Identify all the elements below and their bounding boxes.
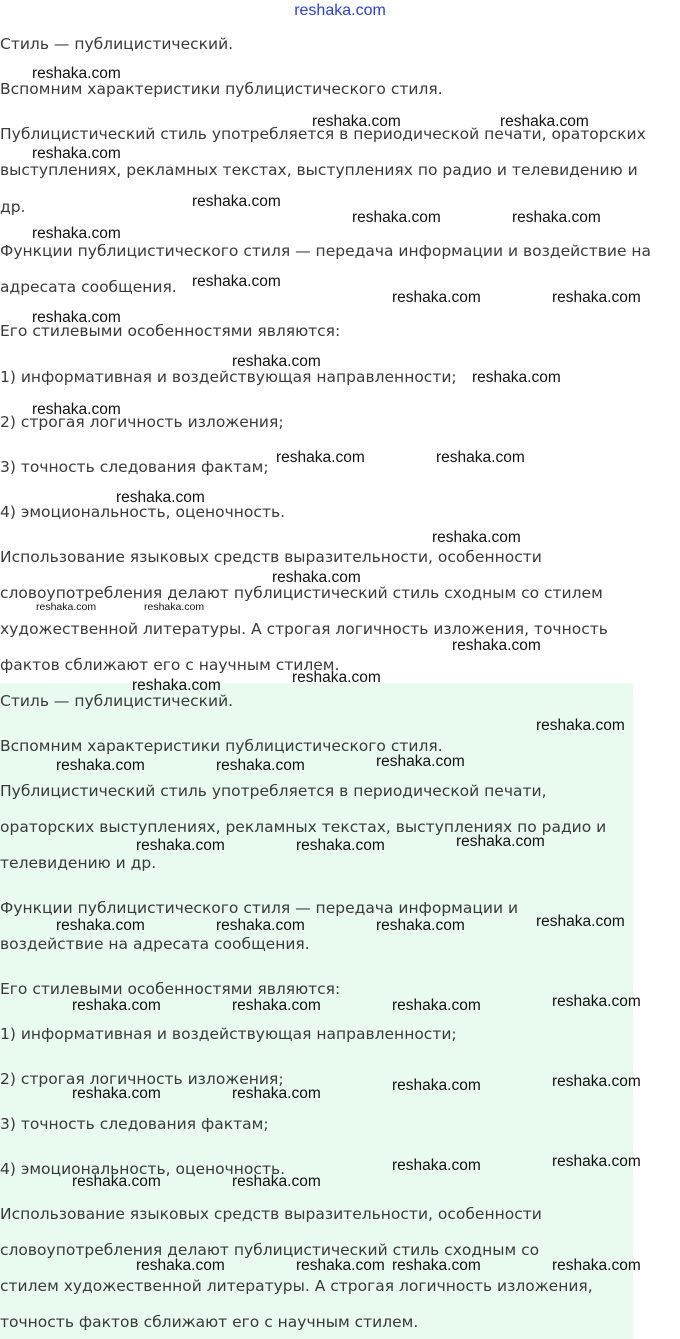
watermark-text: reshaka.com xyxy=(392,289,481,306)
intro-line: Вспомним характеристики публицистического стиля. xyxy=(0,80,443,98)
answer-conclusion-line-1: Использование языковых средств выразительности, особенности xyxy=(0,1205,542,1223)
watermark-text: reshaka.com xyxy=(296,837,385,854)
watermark-text: reshaka.com xyxy=(136,837,225,854)
answer-functions-line-2: воздействие на адресата сообщения. xyxy=(0,935,310,953)
watermark-text: reshaka.com xyxy=(292,669,381,686)
watermark-text: reshaka.com xyxy=(232,1173,321,1190)
watermark-text: reshaka.com xyxy=(56,917,145,934)
feature-item-1: 1) информативная и воздействующая направленности; xyxy=(0,368,457,386)
answer-usage-line-2: ораторских выступлениях, рекламных текстах, выступлениях по радио и xyxy=(0,818,607,836)
watermark-text: reshaka.com xyxy=(32,225,121,242)
usage-line-3: др. xyxy=(0,198,26,216)
watermark-text: reshaka.com xyxy=(472,369,561,386)
watermark-text: reshaka.com xyxy=(72,1173,161,1190)
watermark-text: reshaka.com xyxy=(512,209,601,226)
watermark-text: reshaka.com xyxy=(232,1085,321,1102)
answer-features-heading: Его стилевыми особенностями являются: xyxy=(0,980,341,998)
answer-feature-item-1: 1) информативная и воздействующая направленности; xyxy=(0,1025,457,1043)
watermark-text: reshaka.com xyxy=(232,997,321,1014)
watermark-text: reshaka.com xyxy=(312,113,401,130)
watermark-text: reshaka.com xyxy=(32,65,121,82)
watermark-text: reshaka.com xyxy=(552,1153,641,1170)
watermark-text: reshaka.com xyxy=(436,449,525,466)
answer-conclusion-line-4: точность фактов сближают его с научным стилем. xyxy=(0,1313,419,1331)
watermark-text: reshaka.com xyxy=(132,677,221,694)
features-heading: Его стилевыми особенностями являются: xyxy=(0,322,341,340)
usage-line-2: выступлениях, рекламных текстах, выступлениях по радио и телевидению и xyxy=(0,161,638,179)
watermark-text: reshaka.com xyxy=(536,717,625,734)
watermark-text: reshaka.com xyxy=(32,401,121,418)
watermark-text: reshaka.com xyxy=(72,1085,161,1102)
watermark-text: reshaka.com xyxy=(36,601,97,613)
functions-line-1: Функции публицистического стиля — передача информации и воздействие на xyxy=(0,242,652,260)
watermark-text: reshaka.com xyxy=(392,1077,481,1094)
watermark-text: reshaka.com xyxy=(216,757,305,774)
answer-usage-line-1: Публицистический стиль употребляется в периодической печати, xyxy=(0,782,547,800)
watermark-text: reshaka.com xyxy=(72,997,161,1014)
watermark-text: reshaka.com xyxy=(232,353,321,370)
watermark-text: reshaka.com xyxy=(552,1257,641,1274)
watermark-text: reshaka.com xyxy=(192,273,281,290)
usage-line-1: Публицистический стиль употребляется в периодической печати, ораторских xyxy=(0,125,646,143)
conclusion-line-2: словоупотребления делают публицистический стиль сходным со стилем xyxy=(0,584,603,602)
watermark-text: reshaka.com xyxy=(392,1257,481,1274)
watermark-text: reshaka.com xyxy=(276,449,365,466)
watermark-text: reshaka.com xyxy=(216,917,305,934)
answer-conclusion-line-3: стилем художественной литературы. А строгая логичность изложения, xyxy=(0,1277,593,1295)
functions-line-2: адресата сообщения. xyxy=(0,278,177,296)
watermark-text: reshaka.com xyxy=(552,1073,641,1090)
watermark-text: reshaka.com xyxy=(352,209,441,226)
feature-item-3: 3) точность следования фактам; xyxy=(0,458,269,476)
answer-intro-line: Вспомним характеристики публицистического стиля. xyxy=(0,737,443,755)
answer-feature-item-4: 4) эмоциональность, оценочность. xyxy=(0,1160,286,1178)
watermark-text: reshaka.com xyxy=(376,753,465,770)
watermark-text: reshaka.com xyxy=(32,309,121,326)
watermark-text: reshaka.com xyxy=(552,289,641,306)
watermark-text: reshaka.com xyxy=(192,193,281,210)
watermark-text: reshaka.com xyxy=(392,1157,481,1174)
answer-conclusion-line-2: словоупотребления делают публицистический стиль сходным со xyxy=(0,1241,540,1259)
answer-style-label: Стиль — публицистический. xyxy=(0,692,234,710)
feature-item-2: 2) строгая логичность изложения; xyxy=(0,413,284,431)
watermark-text: reshaka.com xyxy=(392,997,481,1014)
watermark-text: reshaka.com xyxy=(456,833,545,850)
answer-usage-line-3: телевидению и др. xyxy=(0,854,157,872)
watermark-text: reshaka.com xyxy=(536,913,625,930)
style-label: Стиль — публицистический. xyxy=(0,35,234,53)
watermark-text: reshaka.com xyxy=(432,529,521,546)
watermark-text: reshaka.com xyxy=(272,569,361,586)
watermark-text: reshaka.com xyxy=(136,1257,225,1274)
watermark-text: reshaka.com xyxy=(452,637,541,654)
watermark-text: reshaka.com xyxy=(552,993,641,1010)
watermark-text: reshaka.com xyxy=(116,489,205,506)
watermark-text: reshaka.com xyxy=(296,1257,385,1274)
watermark-text: reshaka.com xyxy=(144,601,205,613)
conclusion-line-1: Использование языковых средств выразительности, особенности xyxy=(0,548,542,566)
site-link[interactable]: reshaka.com xyxy=(294,2,386,19)
watermark-text: reshaka.com xyxy=(500,113,589,130)
conclusion-line-3: художественной литературы. А строгая логичность изложения, точность xyxy=(0,620,608,638)
answer-feature-item-3: 3) точность следования фактам; xyxy=(0,1115,269,1133)
answer-functions-line-1: Функции публицистического стиля — передача информации и xyxy=(0,899,519,917)
watermark-text: reshaka.com xyxy=(376,917,465,934)
feature-item-4: 4) эмоциональность, оценочность. xyxy=(0,503,286,521)
conclusion-line-4: фактов сближают его с научным стилем. xyxy=(0,656,340,674)
watermark-text: reshaka.com xyxy=(56,757,145,774)
answer-feature-item-2: 2) строгая логичность изложения; xyxy=(0,1070,284,1088)
watermark-text: reshaka.com xyxy=(32,145,121,162)
